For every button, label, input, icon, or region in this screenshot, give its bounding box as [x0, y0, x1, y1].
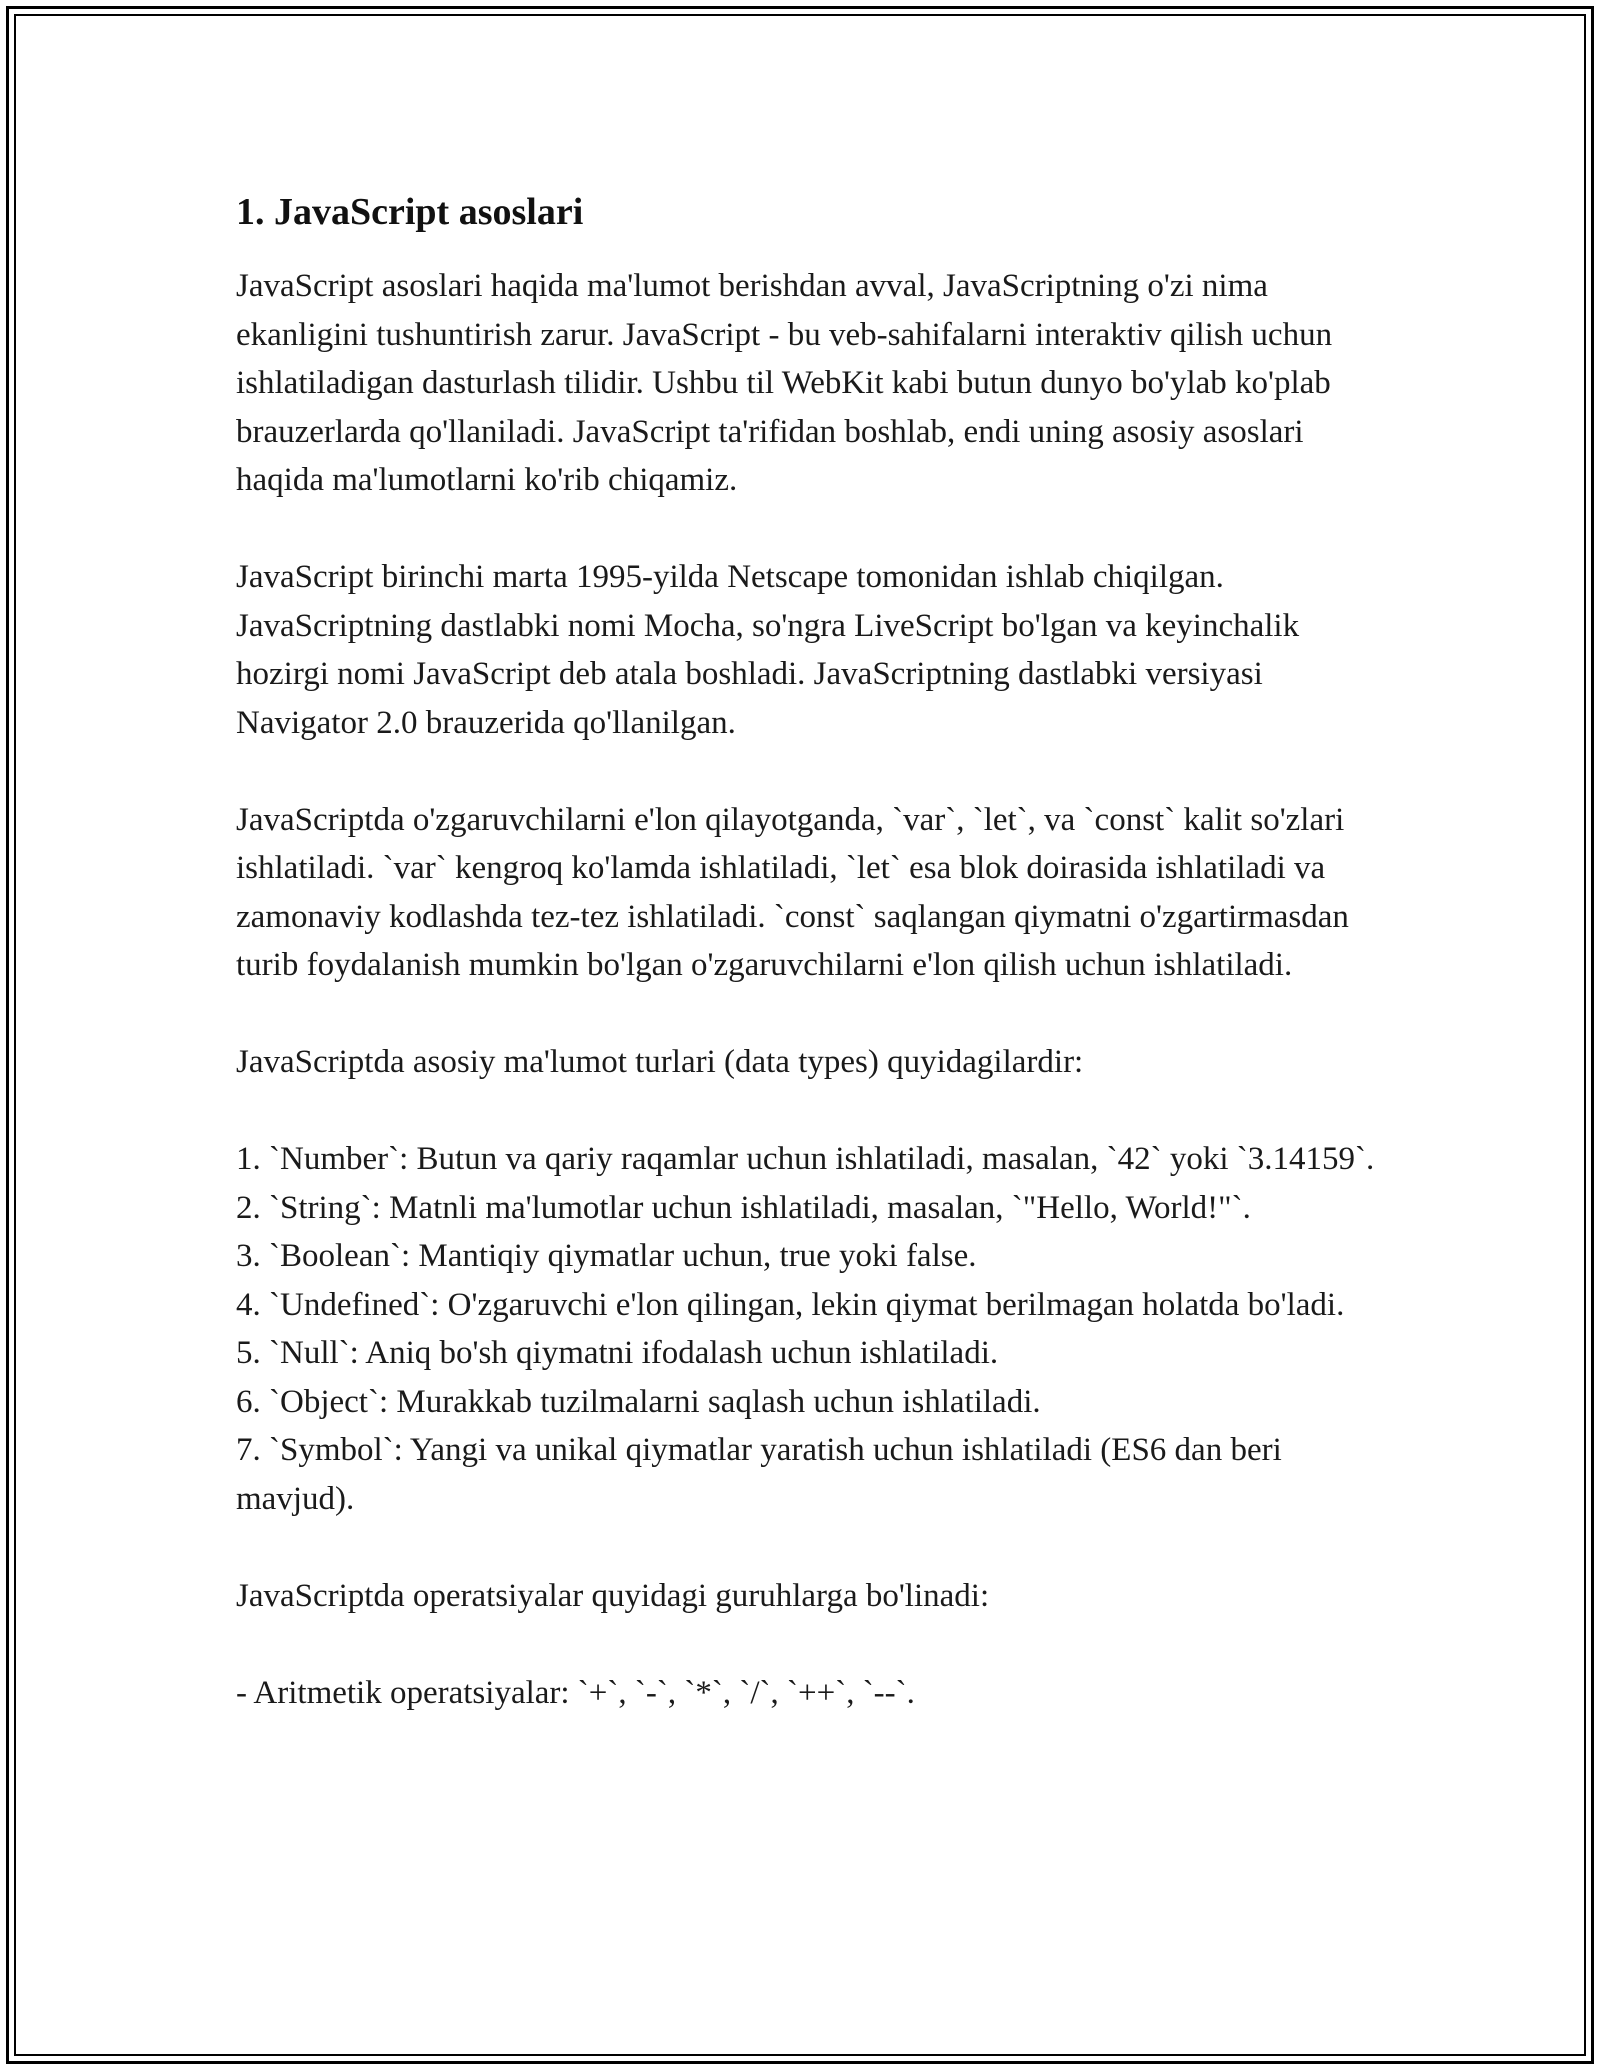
list-item: 5. `Null`: Aniq bo'sh qiymatni ifodalash uchun ishlatiladi.: [236, 1335, 999, 1371]
operations-intro: JavaScriptda operatsiyalar quyidagi guruhlarga bo'linadi:: [236, 1577, 990, 1614]
data-types-intro: JavaScriptda asosiy ma'lumot turlari (data types) quyidagilardir:: [236, 1044, 1084, 1080]
list-item: - Aritmetik operatsiyalar: `+`, `-`, `*`, `/`, `++`, `--`.: [236, 1674, 915, 1711]
data-types-list: [236, 1135, 1376, 1523]
list-item: 7. `Symbol`: Yangi va unikal qiymatlar yaratish uchun ishlatiladi (ES6 dan beri mavjud).: [236, 1432, 1282, 1517]
list-item: 1. `Number`: Butun va qariy raqamlar uchun ishlatiladi, masalan, `42` yoki `3.14159`.: [236, 1141, 1375, 1177]
list-item: 4. `Undefined`: O'zgaruvchi e'lon qilingan, lekin qiymat berilmagan holatda bo'ladi.: [236, 1286, 1345, 1323]
variables-paragraph: JavaScriptda o'zgaruvchilarni e'lon qilayotganda, `var`, `let`, va `const` kalit so'zlari ishlatiladi. `var` kengroq ko'lamda ishlatiladi, `let` esa blok doirasida ishlatiladi va zamonaviy kodlashda tez-tez ishlatiladi. `const` saqlangan qiymatni o'zgartirmasdan turib foydalanish mumkin bo'lgan o'zgaruvchilarni e'lon qilish uchun ishlatiladi.: [236, 801, 1349, 983]
intro-paragraph: JavaScript asoslari haqida ma'lumot berishdan avval, JavaScriptning o'zi nima ekanligini tushuntirish zarur. JavaScript - bu veb-sahifalarni interaktiv qilish uchun ishlatiladigan dasturlash tilidir. Ushbu til WebKit kabi butun dunyo bo'ylab ko'plab brauzerlarda qo'llaniladi. JavaScript ta'rifidan boshlab, endi uning asosiy asoslari haqida ma'lumotlarni ko'rib chiqamiz.: [236, 268, 1333, 498]
list-item: 3. `Boolean`: Mantiqiy qiymatlar uchun, true yoki false.: [236, 1238, 977, 1274]
history-paragraph: JavaScript birinchi marta 1995-yilda Netscape tomonidan ishlab chiqilgan. JavaScriptning dastlabki nomi Mocha, so'ngra LiveScript bo'lgan va keyinchalik hozirgi nomi JavaScript deb atala boshladi. JavaScriptning dastlabki versiyasi Navigator 2.0 brauzerida qo'llanilgan.: [236, 559, 1300, 741]
section-heading: 1. JavaScript asoslari: [236, 191, 584, 233]
list-item: 6. `Object`: Murakkab tuzilmalarni saqlash uchun ishlatiladi.: [236, 1383, 1041, 1420]
operations-list: [236, 1669, 1376, 1718]
list-item: 2. `String`: Matnli ma'lumotlar uchun ishlatiladi, masalan, `"Hello, World!"`.: [236, 1189, 1251, 1226]
document-body: [236, 184, 1376, 1717]
